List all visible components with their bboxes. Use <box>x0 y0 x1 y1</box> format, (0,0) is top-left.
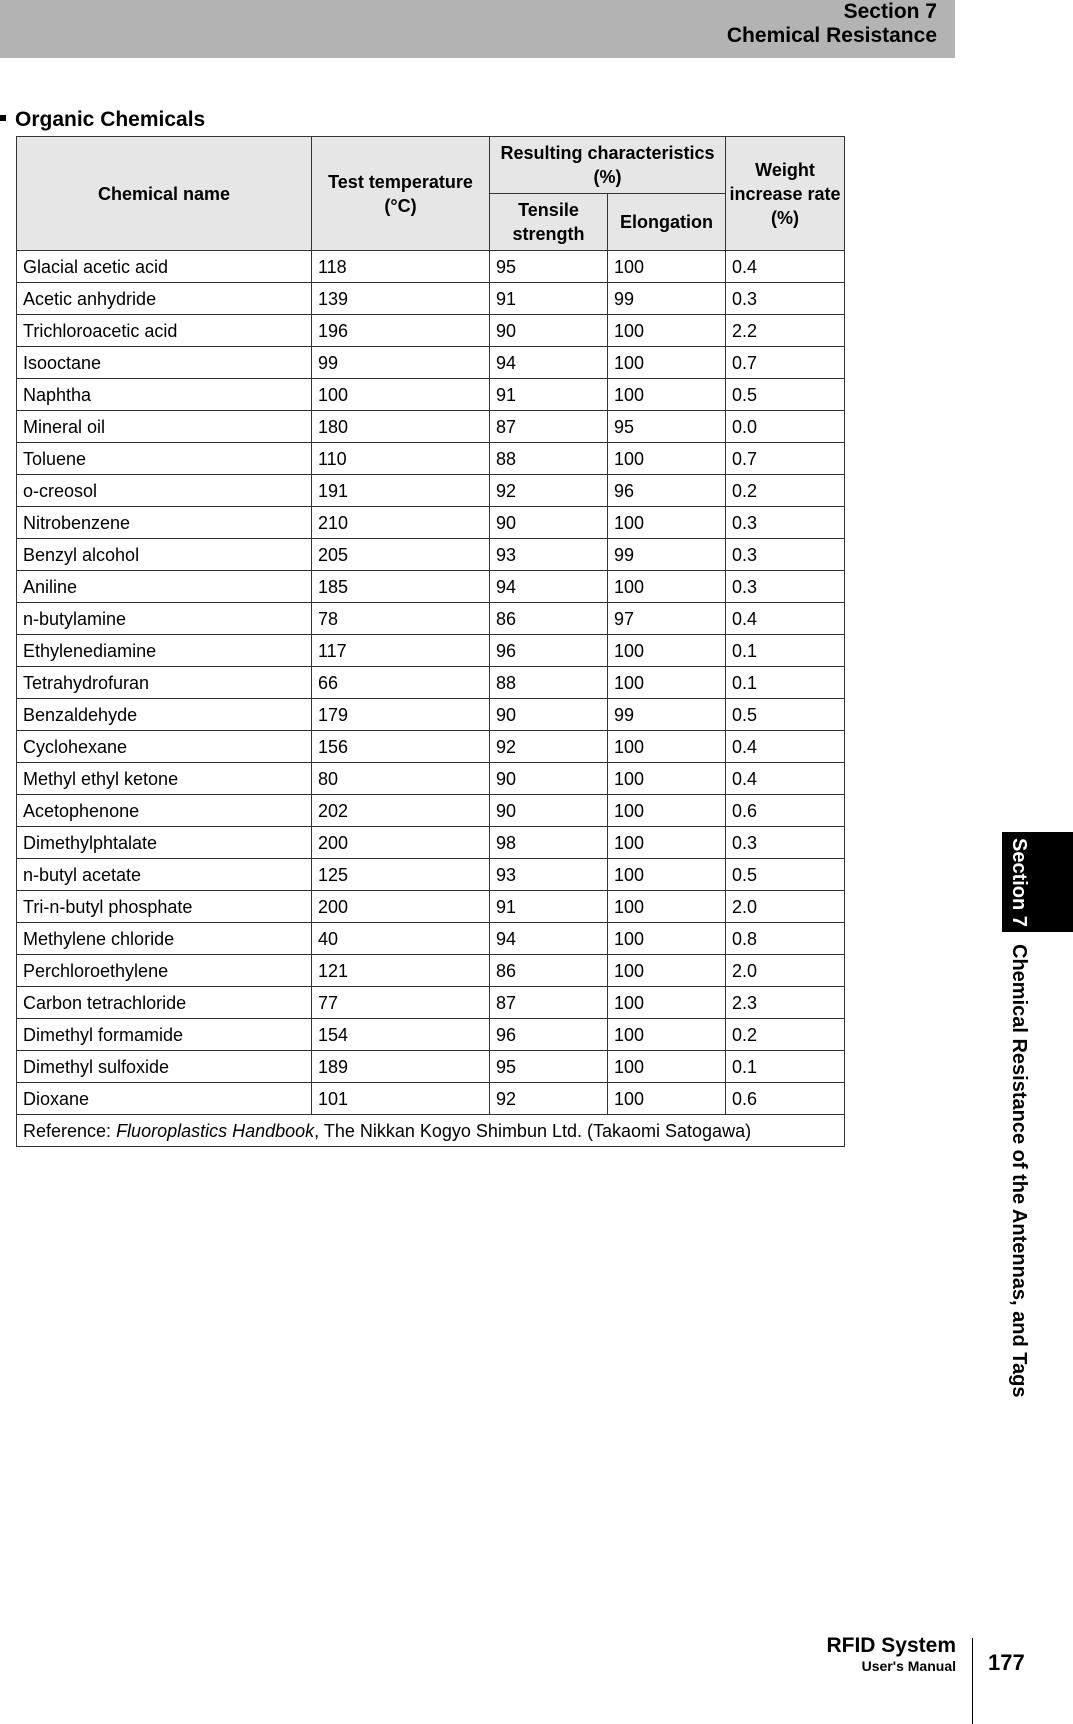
header-resulting-characteristics: Resulting characteristics (%) <box>490 137 726 194</box>
cell-weight-increase: 2.0 <box>726 955 845 987</box>
cell-elongation: 99 <box>608 283 726 315</box>
table-row <box>17 699 845 731</box>
cell-elongation: 100 <box>608 507 726 539</box>
cell-test-temperature: 101 <box>312 1083 490 1115</box>
cell-weight-increase: 0.1 <box>726 667 845 699</box>
table-row <box>17 539 845 571</box>
reference-book-title: Fluoroplastics Handbook <box>116 1120 315 1141</box>
cell-test-temperature: 205 <box>312 539 490 571</box>
cell-test-temperature: 185 <box>312 571 490 603</box>
cell-test-temperature: 110 <box>312 443 490 475</box>
table-row <box>17 507 845 539</box>
reference-suffix: , The Nikkan Kogyo Shimbun Ltd. (Takaomi Satogawa) <box>314 1120 752 1141</box>
cell-weight-increase: 2.0 <box>726 891 845 923</box>
cell-test-temperature: 40 <box>312 923 490 955</box>
cell-test-temperature: 179 <box>312 699 490 731</box>
cell-elongation: 100 <box>608 571 726 603</box>
cell-chemical-name: Tri-n-butyl phosphate <box>17 891 312 923</box>
table-row <box>17 859 845 891</box>
table-row <box>17 379 845 411</box>
section-heading-text: Organic Chemicals <box>15 108 206 131</box>
cell-weight-increase: 0.3 <box>726 571 845 603</box>
cell-test-temperature: 121 <box>312 955 490 987</box>
cell-chemical-name: Trichloroacetic acid <box>17 315 312 347</box>
reference-prefix: Reference: <box>23 1120 117 1141</box>
cell-elongation: 99 <box>608 539 726 571</box>
cell-chemical-name: Acetic anhydride <box>17 283 312 315</box>
reference-cell <box>17 1115 845 1147</box>
table-row <box>17 987 845 1019</box>
cell-chemical-name: Mineral oil <box>17 411 312 443</box>
cell-test-temperature: 202 <box>312 795 490 827</box>
table-row <box>17 443 845 475</box>
cell-tensile-strength: 94 <box>490 571 608 603</box>
cell-elongation: 100 <box>608 347 726 379</box>
table-row <box>17 603 845 635</box>
cell-test-temperature: 118 <box>312 251 490 283</box>
cell-elongation: 100 <box>608 923 726 955</box>
cell-tensile-strength: 94 <box>490 347 608 379</box>
reference-row <box>17 1115 845 1147</box>
cell-test-temperature: 99 <box>312 347 490 379</box>
cell-chemical-name: Ethylenediamine <box>17 635 312 667</box>
cell-weight-increase: 0.3 <box>726 539 845 571</box>
cell-test-temperature: 125 <box>312 859 490 891</box>
cell-tensile-strength: 91 <box>490 379 608 411</box>
table-row <box>17 251 845 283</box>
cell-elongation: 100 <box>608 827 726 859</box>
cell-chemical-name: Dimethyl sulfoxide <box>17 1051 312 1083</box>
table-row <box>17 283 845 315</box>
table-row <box>17 347 845 379</box>
table-row <box>17 315 845 347</box>
cell-elongation: 100 <box>608 315 726 347</box>
cell-tensile-strength: 92 <box>490 1083 608 1115</box>
cell-weight-increase: 0.2 <box>726 475 845 507</box>
cell-tensile-strength: 93 <box>490 859 608 891</box>
cell-chemical-name: o-creosol <box>17 475 312 507</box>
cell-weight-increase: 0.6 <box>726 795 845 827</box>
cell-test-temperature: 189 <box>312 1051 490 1083</box>
cell-test-temperature: 200 <box>312 891 490 923</box>
cell-tensile-strength: 93 <box>490 539 608 571</box>
table-row <box>17 1051 845 1083</box>
cell-tensile-strength: 90 <box>490 315 608 347</box>
cell-elongation: 100 <box>608 795 726 827</box>
cell-chemical-name: Dimethylphtalate <box>17 827 312 859</box>
cell-elongation: 100 <box>608 667 726 699</box>
cell-weight-increase: 0.4 <box>726 731 845 763</box>
table-row <box>17 763 845 795</box>
cell-tensile-strength: 90 <box>490 795 608 827</box>
cell-elongation: 100 <box>608 1083 726 1115</box>
cell-elongation: 95 <box>608 411 726 443</box>
cell-weight-increase: 0.5 <box>726 699 845 731</box>
table-row <box>17 923 845 955</box>
cell-chemical-name: Toluene <box>17 443 312 475</box>
cell-tensile-strength: 94 <box>490 923 608 955</box>
cell-chemical-name: Cyclohexane <box>17 731 312 763</box>
cell-weight-increase: 0.8 <box>726 923 845 955</box>
cell-chemical-name: n-butylamine <box>17 603 312 635</box>
cell-elongation: 96 <box>608 475 726 507</box>
table-row <box>17 731 845 763</box>
table-row <box>17 827 845 859</box>
header-title-line: Chemical Resistance <box>726 24 937 47</box>
cell-chemical-name: Tetrahydrofuran <box>17 667 312 699</box>
square-bullet-icon <box>0 115 6 121</box>
cell-tensile-strength: 92 <box>490 475 608 507</box>
table-row <box>17 955 845 987</box>
cell-test-temperature: 156 <box>312 731 490 763</box>
table-row <box>17 475 845 507</box>
cell-weight-increase: 0.5 <box>726 859 845 891</box>
cell-test-temperature: 191 <box>312 475 490 507</box>
cell-tensile-strength: 90 <box>490 507 608 539</box>
cell-tensile-strength: 92 <box>490 731 608 763</box>
side-tab-section: Section 7 <box>1008 838 1030 927</box>
cell-tensile-strength: 91 <box>490 283 608 315</box>
cell-elongation: 100 <box>608 891 726 923</box>
cell-tensile-strength: 86 <box>490 603 608 635</box>
cell-weight-increase: 2.2 <box>726 315 845 347</box>
cell-chemical-name: n-butyl acetate <box>17 859 312 891</box>
cell-elongation: 97 <box>608 603 726 635</box>
cell-chemical-name: Aniline <box>17 571 312 603</box>
header-tensile-strength: Tensile strength <box>490 194 608 251</box>
cell-tensile-strength: 96 <box>490 635 608 667</box>
cell-elongation: 100 <box>608 635 726 667</box>
chemical-resistance-table <box>16 136 845 1147</box>
cell-elongation: 100 <box>608 731 726 763</box>
cell-chemical-name: Nitrobenzene <box>17 507 312 539</box>
table-body <box>17 251 845 1115</box>
cell-weight-increase: 0.5 <box>726 379 845 411</box>
cell-test-temperature: 77 <box>312 987 490 1019</box>
cell-weight-increase: 2.3 <box>726 987 845 1019</box>
cell-tensile-strength: 86 <box>490 955 608 987</box>
header-title <box>727 0 937 48</box>
cell-tensile-strength: 95 <box>490 1051 608 1083</box>
cell-test-temperature: 196 <box>312 315 490 347</box>
cell-weight-increase: 0.6 <box>726 1083 845 1115</box>
cell-weight-increase: 0.3 <box>726 827 845 859</box>
cell-weight-increase: 0.3 <box>726 283 845 315</box>
cell-tensile-strength: 90 <box>490 763 608 795</box>
cell-chemical-name: Carbon tetrachloride <box>17 987 312 1019</box>
cell-chemical-name: Methyl ethyl ketone <box>17 763 312 795</box>
header-elongation: Elongation <box>608 194 726 251</box>
section-heading <box>0 108 205 132</box>
table-row <box>17 571 845 603</box>
cell-elongation: 100 <box>608 859 726 891</box>
header-chemical-name: Chemical name <box>17 137 312 251</box>
cell-tensile-strength: 87 <box>490 411 608 443</box>
cell-chemical-name: Benzaldehyde <box>17 699 312 731</box>
table-row <box>17 1083 845 1115</box>
cell-chemical-name: Acetophenone <box>17 795 312 827</box>
cell-weight-increase: 0.7 <box>726 443 845 475</box>
footer-product: RFID System <box>826 1634 956 1657</box>
cell-tensile-strength: 98 <box>490 827 608 859</box>
table-row <box>17 795 845 827</box>
cell-weight-increase: 0.4 <box>726 763 845 795</box>
cell-elongation: 99 <box>608 699 726 731</box>
cell-chemical-name: Naphtha <box>17 379 312 411</box>
table-row <box>17 667 845 699</box>
table-row <box>17 1019 845 1051</box>
header-test-temperature: Test temperature (°C) <box>312 137 490 251</box>
header-section-line: Section 7 <box>843 0 937 23</box>
cell-weight-increase: 0.1 <box>726 1051 845 1083</box>
cell-elongation: 100 <box>608 443 726 475</box>
side-tab-label <box>1003 832 1035 1397</box>
cell-test-temperature: 200 <box>312 827 490 859</box>
cell-test-temperature: 100 <box>312 379 490 411</box>
cell-tensile-strength: 96 <box>490 1019 608 1051</box>
cell-chemical-name: Isooctane <box>17 347 312 379</box>
footer-manual: User's Manual <box>861 1658 956 1674</box>
cell-test-temperature: 180 <box>312 411 490 443</box>
cell-tensile-strength: 90 <box>490 699 608 731</box>
cell-elongation: 100 <box>608 379 726 411</box>
cell-elongation: 100 <box>608 1051 726 1083</box>
footer-divider <box>972 1638 973 1724</box>
cell-chemical-name: Dimethyl formamide <box>17 1019 312 1051</box>
cell-weight-increase: 0.3 <box>726 507 845 539</box>
table-row <box>17 635 845 667</box>
cell-tensile-strength: 91 <box>490 891 608 923</box>
cell-elongation: 100 <box>608 987 726 1019</box>
cell-tensile-strength: 95 <box>490 251 608 283</box>
cell-elongation: 100 <box>608 1019 726 1051</box>
cell-tensile-strength: 88 <box>490 667 608 699</box>
side-tab-title: Chemical Resistance of the Antennas, and Tags <box>1008 944 1030 1398</box>
header-band <box>0 0 955 58</box>
cell-weight-increase: 0.1 <box>726 635 845 667</box>
cell-tensile-strength: 88 <box>490 443 608 475</box>
cell-chemical-name: Glacial acetic acid <box>17 251 312 283</box>
cell-test-temperature: 139 <box>312 283 490 315</box>
cell-test-temperature: 78 <box>312 603 490 635</box>
header-weight-increase: Weight increase rate (%) <box>726 137 845 251</box>
cell-weight-increase: 0.0 <box>726 411 845 443</box>
cell-weight-increase: 0.4 <box>726 251 845 283</box>
cell-test-temperature: 154 <box>312 1019 490 1051</box>
cell-test-temperature: 117 <box>312 635 490 667</box>
cell-weight-increase: 0.7 <box>726 347 845 379</box>
cell-test-temperature: 210 <box>312 507 490 539</box>
cell-elongation: 100 <box>608 955 726 987</box>
footer-brand <box>826 1634 956 1674</box>
cell-elongation: 100 <box>608 763 726 795</box>
cell-test-temperature: 80 <box>312 763 490 795</box>
page-number: 177 <box>988 1650 1025 1675</box>
cell-weight-increase: 0.2 <box>726 1019 845 1051</box>
cell-chemical-name: Benzyl alcohol <box>17 539 312 571</box>
cell-test-temperature: 66 <box>312 667 490 699</box>
cell-chemical-name: Methylene chloride <box>17 923 312 955</box>
cell-chemical-name: Dioxane <box>17 1083 312 1115</box>
cell-weight-increase: 0.4 <box>726 603 845 635</box>
cell-tensile-strength: 87 <box>490 987 608 1019</box>
table-row <box>17 891 845 923</box>
table-row <box>17 411 845 443</box>
cell-chemical-name: Perchloroethylene <box>17 955 312 987</box>
cell-elongation: 100 <box>608 251 726 283</box>
